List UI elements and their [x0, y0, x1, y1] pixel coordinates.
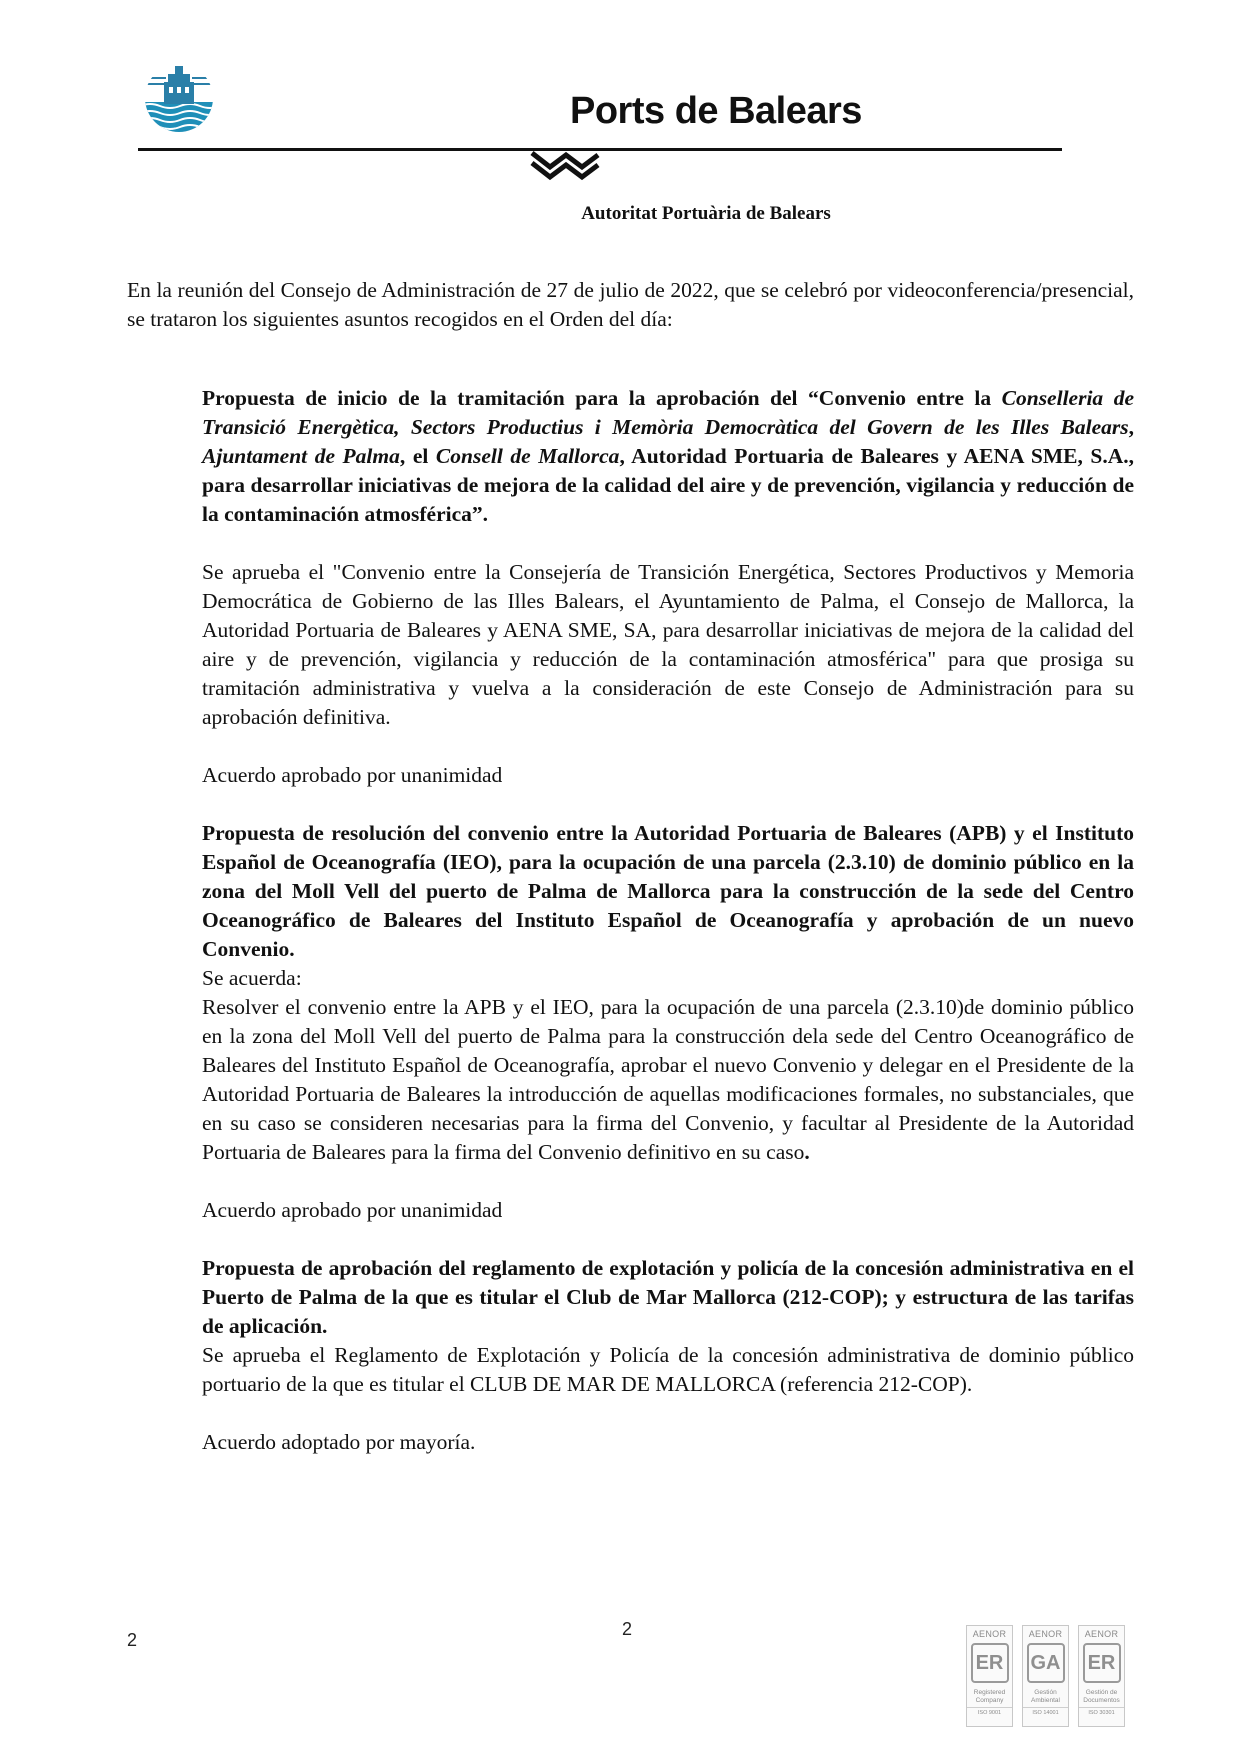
cert-brand: AENOR [972, 1629, 1007, 1639]
cert-iso: ISO 14001 [1023, 1707, 1068, 1716]
intro-paragraph: En la reunión del Consejo de Administración de 27 de julio de 2022, que se celebró por videoconferencia/presencial, se trataron los siguientes asuntos recogidos en el Orden del día: [127, 278, 1134, 331]
cert-brand: AENOR [1028, 1629, 1063, 1639]
certification-badges [966, 1625, 1125, 1727]
aenor-iso30301-badge [1078, 1625, 1125, 1727]
item-1-body: Se aprueba el "Convenio entre la Consejería de Transición Energética, Sectores Productivos y Memoria Democrática de Gobierno de las Illes Balears, el Ayuntamiento de Palma, el Consejo de Mallorca, la Autoridad Portuaria de Baleares y AENA SME, SA, para desarrollar iniciativas de mejora de la calidad del aire y de prevención, vigilancia y reducción de la contaminación atmosférica" para que prosiga su tramitación administrativa y vuelva a la consideración de este Consejo de Administración para su aprobación definitiva. [202, 560, 1134, 729]
authority-name: Autoritat Portuària de Balears [581, 203, 831, 224]
page-number-left: 2 [127, 1630, 138, 1650]
cert-type: Gestión Ambiental [1031, 1689, 1060, 1704]
item-1-result: Acuerdo aprobado por unanimidad [202, 763, 503, 787]
cert-brand: AENOR [1084, 1629, 1119, 1639]
item-3-body: Se aprueba el Reglamento de Explotación y Policía de la concesión administrativa de dominio público portuario de la que es titular el CLUB DE MAR DE MALLORCA (referencia 212-COP). [202, 1343, 1134, 1396]
item-3-title: Propuesta de aprobación del reglamento de explotación y policía de la concesión administrativa en el Puerto de Palma de la que es titular el Club de Mar Mallorca (212-COP); y estructura de las tarifas de aplicación. [202, 1256, 1134, 1338]
cert-type: Gestión de Documentos [1083, 1689, 1120, 1704]
item-2-title: Propuesta de resolución del convenio entre la Autoridad Portuaria de Baleares (APB) y el Instituto Español de Oceanografía (IEO), para la ocupación de una parcela (2.3.10) de dominio público en la zona del Moll Vell del puerto de Palma de Mallorca para la construcción de la sede del Centro Oceanográfico de Baleares del Instituto Español de Oceanografía y aprobación de un nuevo Convenio. [202, 821, 1134, 961]
item-3-result: Acuerdo adoptado por mayoría. [202, 1430, 476, 1454]
cert-iso: ISO 9001 [967, 1707, 1012, 1716]
document-management-icon: ER [1083, 1643, 1121, 1683]
ports-de-balears-logo-icon [140, 62, 218, 134]
waves-emblem-icon [528, 145, 606, 185]
aenor-iso14001-badge [1022, 1625, 1069, 1727]
brand-name: Ports de Balears [570, 90, 862, 132]
aenor-iso9001-badge [966, 1625, 1013, 1727]
page-number-center: 2 [622, 1619, 633, 1639]
registered-company-icon: ER [971, 1643, 1009, 1683]
environmental-management-icon: GA [1027, 1643, 1065, 1683]
agenda-items [202, 384, 1134, 1457]
item-2-result: Acuerdo aprobado por unanimidad [202, 1198, 503, 1222]
item-2-subtitle: Se acuerda: [202, 966, 302, 990]
cert-iso: ISO 30301 [1079, 1707, 1124, 1716]
item-2-body: Resolver el convenio entre la APB y el IEO, para la ocupación de una parcela (2.3.10)de dominio público en la zona del Moll Vell del puerto de Palma para la construcción dela sede del Centro Oceanográfico de Baleares del Instituto Español de Oceanografía, aprobar el nuevo Convenio y delegar en el Presidente de la Autoridad Portuaria de Baleares la introducción de aquellas modificaciones formales, no substanciales, que en su caso se consideren necesarias para la firma del Convenio, y facultar al Presidente de la Autoridad Portuaria de Baleares para la firma del Convenio definitivo en su caso. [202, 995, 1134, 1164]
item-1-title: Propuesta de inicio de la tramitación para la aprobación del “Convenio entre la Conselleria de Transició Energètica, Sectors Productius i Memòria Democràtica del Govern de les Illes Balears, Ajuntament de Palma, el Consell de Mallorca, Autoridad Portuaria de Baleares y AENA SME, S.A., para desarrollar iniciativas de mejora de la calidad del aire y de prevención, vigilancia y reducción de la contaminación atmosférica”. [202, 386, 1134, 526]
cert-type: Registered Company [973, 1689, 1006, 1704]
